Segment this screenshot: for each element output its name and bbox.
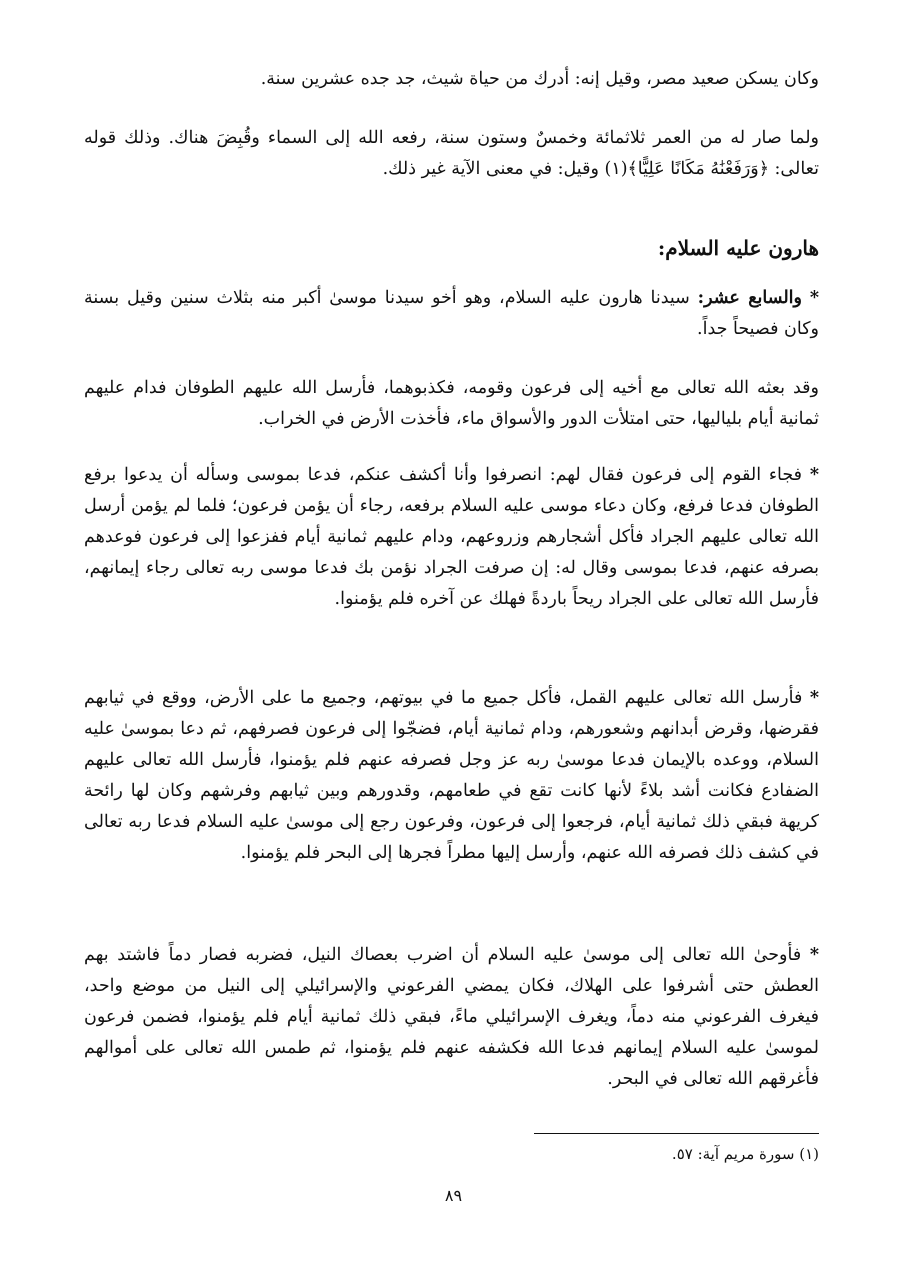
bullet-marker: *: [809, 688, 819, 708]
bullet-marker: *: [809, 465, 819, 485]
section-paragraph-1: [84, 283, 819, 345]
bullet-marker: *: [809, 288, 819, 308]
paragraph-body: فأوحىٰ الله تعالى إلى موسىٰ عليه السلام أن اضرب بعصاك النيل، فضربه فصار دماً فاشتد بهم العطش حتى أشرفوا على الهلاك، فكان يمضي الفرعوني والإسرائيلي إلى النيل من موضع واحد، فيغرف الفرعوني منه دماً، ويغرف الإسرائيلي ماءً، فبقي ذلك ثمانية أيام فلم يؤمنوا، فضمن فرعون لموسىٰ عليه السلام إيمانهم فدعا الله فكشفه عنهم فلم يؤمنوا، ثم طمس الله تعالى على أموالهم فأغرقهم الله تعالى في البحر.: [84, 945, 819, 1089]
section-paragraph-2: وقد بعثه الله تعالى مع أخيه إلى فرعون وقومه، فكذبوهما، فأرسل الله عليهم الطوفان فدام عليهم ثمانية أيام بلياليها، حتى امتلأت الدور والأسواق ماء، فأخذت الأرض في الخراب.: [84, 378, 819, 429]
page-number: ٨٩: [444, 1186, 463, 1205]
paragraph-lead: والسابع عشر:: [697, 288, 802, 308]
intro-paragraph-1: وكان يسكن صعيد مصر، وقيل إنه: أدرك من حياة شيث، جد جده عشرين سنة.: [260, 69, 819, 89]
bullet-marker: *: [809, 945, 819, 965]
intro-paragraph-2: ولما صار له من العمر ثلاثمائة وخمسٌ وستون سنة، رفعه الله إلى السماء وقُبِضَ هناك. وذلك قوله تعالى: ﴿وَرَفَعْنَٰهُ مَكَانًا عَلِيًّا﴾(١) وقيل: في معنى الآية غير ذلك.: [84, 128, 819, 179]
paragraph-body: فجاء القوم إلى فرعون فقال لهم: انصرفوا وأنا أكشف عنكم، فدعا بموسى وسأله أن يدعوا برفع الطوفان فدعا فرفع، وكان دعاء موسى عليه السلام برفعه، رجاء أن يؤمن فرعون؛ فلما لم يؤمن أرسل الله تعالى عليهم الجراد فأكل أشجارهم وزروعهم، ودام عليهم ثمانية أيام ففزعوا إلى فرعون فوعدهم بصرفه عنهم، فدعا بموسى وقال له: إن صرفت الجراد نؤمن بك فدعا موسى ربه تعالى رجاء إيمانهم، فأرسل الله تعالى على الجراد ريحاً باردةً فهلك عن آخره فلم يؤمنوا.: [84, 465, 819, 609]
paragraph-body: فأرسل الله تعالى عليهم القمل، فأكل جميع ما في بيوتهم، وجميع ما على الأرض، ووقع في ثيابهم فقرضها، وقرض أبدانهم وشعورهم، ودام ثمانية أيام، فضجّوا إلى فرعون فصرفهم، ثم دعا بموسىٰ عليه السلام، ووعده بالإيمان فدعا موسىٰ ربه عز وجل فصرفه عنهم فلم يؤمنوا، فأرسل الله تعالى عليهم الضفادع فكانت أشد بلاءً لأنها كانت تقع في طعامهم، وقدورهم وبين ثيابهم وفرشهم وكان لها رائحة كريهة فبقي ذلك ثمانية أيام، فرجعوا إلى فرعون، وفرعون رجع إلى موسىٰ عليه السلام فدعا ربه تعالى في كشف ذلك فصرفه الله عنهم، وأرسل إليها مطراً فجرها إلى البحر فلم يؤمنوا.: [84, 688, 819, 863]
section-heading: هارون عليه السلام:: [657, 236, 819, 260]
paragraph-body: سيدنا هارون عليه السلام، وهو أخو سيدنا موسىٰ أكبر منه بثلاث سنين وقيل بسنة وكان فصيحاً جداً.: [84, 288, 819, 339]
section-paragraph-4: [84, 683, 819, 869]
footnote: (١) سورة مريم آية: ٥٧.: [671, 1145, 819, 1163]
section-paragraph-3: [84, 460, 819, 615]
section-paragraph-5: [84, 940, 819, 1095]
footnote-divider: [534, 1133, 819, 1134]
